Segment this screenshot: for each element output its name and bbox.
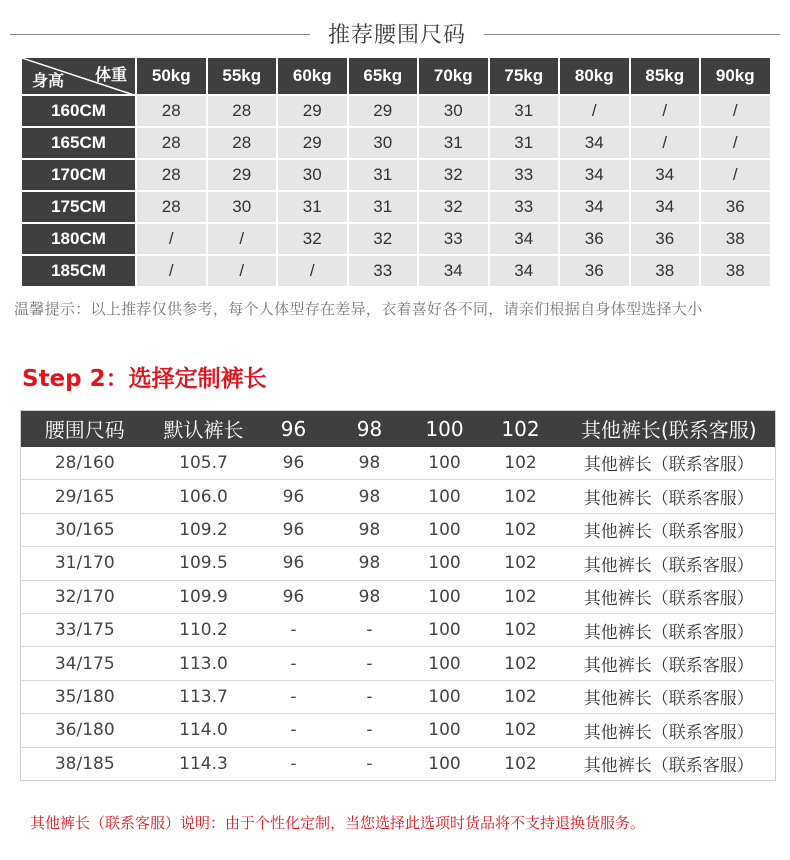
size-chart-row bbox=[21, 127, 771, 159]
length-cell: 其他裤长（联系客服） bbox=[563, 714, 776, 747]
waist-size-cell: 28 bbox=[136, 127, 207, 159]
length-cell: 32/170 bbox=[21, 580, 149, 613]
weight-header: 85kg bbox=[630, 57, 701, 95]
length-table-row bbox=[21, 613, 776, 646]
waist-size-cell: 31 bbox=[418, 127, 489, 159]
waist-size-cell: 36 bbox=[559, 223, 630, 255]
length-cell: 其他裤长（联系客服） bbox=[563, 680, 776, 713]
waist-size-cell: 30 bbox=[277, 159, 348, 191]
length-cell: 100 bbox=[411, 613, 479, 646]
length-cell: 102 bbox=[504, 753, 537, 774]
length-cell: 100 bbox=[411, 480, 479, 513]
length-cell: 34/175 bbox=[21, 647, 149, 680]
waist-size-cell: 33 bbox=[489, 191, 560, 223]
size-chart-row bbox=[21, 191, 771, 223]
length-cell: 100 bbox=[411, 547, 479, 580]
waist-size-cell: / bbox=[700, 95, 771, 127]
title-divider-right bbox=[484, 34, 780, 35]
waist-size-cell: 33 bbox=[489, 159, 560, 191]
waist-size-cell: / bbox=[700, 127, 771, 159]
weight-header: 90kg bbox=[700, 57, 771, 95]
length-table-header: 100 bbox=[411, 411, 479, 447]
length-cell: 105.7 bbox=[149, 447, 259, 480]
waist-size-cell: 30 bbox=[348, 127, 419, 159]
waist-size-cell: 34 bbox=[418, 255, 489, 287]
waist-size-cell: 32 bbox=[277, 223, 348, 255]
waist-size-chart bbox=[20, 56, 772, 288]
length-cell: 33/175 bbox=[21, 613, 149, 646]
length-table-header-row bbox=[21, 411, 776, 447]
size-chart-corner bbox=[21, 57, 136, 95]
length-cell: 109.9 bbox=[149, 580, 259, 613]
length-cell: 其他裤长（联系客服） bbox=[563, 547, 776, 580]
length-table-row bbox=[21, 747, 776, 780]
length-cell: 其他裤长（联系客服） bbox=[583, 756, 754, 777]
length-cell: 100 bbox=[411, 647, 479, 680]
waist-size-cell: 28 bbox=[136, 159, 207, 191]
length-table-header: 默认裤长 bbox=[149, 411, 259, 447]
corner-height-label: 身高 bbox=[32, 73, 65, 90]
length-cell: 其他裤长（联系客服） bbox=[563, 480, 776, 513]
waist-size-cell: 30 bbox=[418, 95, 489, 127]
waist-size-cell: / bbox=[630, 95, 701, 127]
length-cell: 113.0 bbox=[149, 647, 259, 680]
length-cell: - bbox=[290, 753, 297, 774]
length-cell: 102 bbox=[479, 580, 563, 613]
length-cell: - bbox=[259, 613, 329, 646]
length-cell: 98 bbox=[329, 513, 411, 546]
length-cell: 其他裤长（联系客服） bbox=[563, 513, 776, 546]
waist-size-cell: 31 bbox=[277, 191, 348, 223]
waist-size-cell: 38 bbox=[630, 255, 701, 287]
step2-title: Step 2：选择定制裤长 bbox=[22, 366, 267, 392]
waist-size-cell: 34 bbox=[559, 191, 630, 223]
length-table-row bbox=[21, 580, 776, 613]
length-cell: 100 bbox=[411, 714, 479, 747]
length-cell: 96 bbox=[259, 480, 329, 513]
height-row-header: 165CM bbox=[21, 127, 136, 159]
corner-weight-label: 体重 bbox=[94, 67, 127, 84]
title-divider-left bbox=[10, 34, 310, 35]
waist-size-cell: / bbox=[700, 159, 771, 191]
length-cell: 100 bbox=[411, 513, 479, 546]
length-table-header: 102 bbox=[479, 411, 563, 447]
waist-size-cell: 31 bbox=[489, 95, 560, 127]
custom-length-disclaimer: 其他裤长（联系客服）说明：由于个性化定制，当您选择此选项时货品将不支持退换货服务。 bbox=[30, 814, 646, 832]
weight-header: 55kg bbox=[207, 57, 278, 95]
length-cell: - bbox=[329, 613, 411, 646]
waist-size-cell: 38 bbox=[700, 255, 771, 287]
waist-size-cell: 32 bbox=[418, 191, 489, 223]
weight-header: 60kg bbox=[277, 57, 348, 95]
waist-size-cell: 36 bbox=[700, 191, 771, 223]
waist-size-cell: / bbox=[207, 223, 278, 255]
length-table-row bbox=[21, 680, 776, 713]
waist-size-cell: / bbox=[207, 255, 278, 287]
waist-size-cell: 33 bbox=[348, 255, 419, 287]
length-cell: 30/165 bbox=[21, 513, 149, 546]
length-cell: 96 bbox=[259, 547, 329, 580]
size-chart-header-row bbox=[21, 57, 771, 95]
height-row-header: 170CM bbox=[21, 159, 136, 191]
length-cell: 29/165 bbox=[21, 480, 149, 513]
height-row-header: 160CM bbox=[21, 95, 136, 127]
length-cell: 114.3 bbox=[179, 753, 228, 774]
length-cell: - bbox=[259, 647, 329, 680]
length-table-header: 腰围尺码 bbox=[21, 411, 149, 447]
size-chart-tip: 温馨提示：以上推荐仅供参考，每个人体型存在差异，衣着喜好各不同，请亲们根据自身体型选择大小 bbox=[14, 300, 703, 318]
length-table-body bbox=[21, 447, 776, 781]
height-row-header: 175CM bbox=[21, 191, 136, 223]
length-table-row bbox=[21, 513, 776, 546]
length-cell: 96 bbox=[259, 513, 329, 546]
length-cell: 31/170 bbox=[21, 547, 149, 580]
waist-size-cell: 31 bbox=[489, 127, 560, 159]
weight-header: 75kg bbox=[489, 57, 560, 95]
length-cell: 102 bbox=[479, 480, 563, 513]
waist-size-cell: 36 bbox=[559, 255, 630, 287]
length-table-row bbox=[21, 547, 776, 580]
weight-header: 65kg bbox=[348, 57, 419, 95]
length-cell: 96 bbox=[259, 447, 329, 480]
weight-header: 50kg bbox=[136, 57, 207, 95]
length-cell: 102 bbox=[479, 613, 563, 646]
waist-size-cell: 34 bbox=[559, 159, 630, 191]
size-chart-row bbox=[21, 95, 771, 127]
size-chart-title-row bbox=[0, 14, 790, 54]
length-cell: 其他裤长（联系客服） bbox=[563, 447, 776, 480]
waist-size-cell: 28 bbox=[207, 127, 278, 159]
waist-size-cell: 34 bbox=[630, 159, 701, 191]
length-cell: 106.0 bbox=[149, 480, 259, 513]
length-cell: 100 bbox=[411, 447, 479, 480]
size-chart-row bbox=[21, 223, 771, 255]
length-cell: 110.2 bbox=[149, 613, 259, 646]
length-cell: 96 bbox=[259, 580, 329, 613]
length-cell: 35/180 bbox=[21, 680, 149, 713]
length-cell: - bbox=[366, 753, 373, 774]
length-cell: 36/180 bbox=[21, 714, 149, 747]
length-cell: 38/185 bbox=[54, 753, 115, 774]
length-cell: 109.5 bbox=[149, 547, 259, 580]
waist-size-cell: 32 bbox=[418, 159, 489, 191]
waist-size-cell: 29 bbox=[348, 95, 419, 127]
waist-size-cell: 29 bbox=[277, 95, 348, 127]
length-table-row bbox=[21, 714, 776, 747]
length-cell: 98 bbox=[329, 547, 411, 580]
length-table-header: 96 bbox=[259, 411, 329, 447]
length-cell: 98 bbox=[329, 480, 411, 513]
length-table-header: 其他裤长(联系客服) bbox=[563, 411, 776, 447]
length-table-row bbox=[21, 447, 776, 480]
waist-size-cell: 33 bbox=[418, 223, 489, 255]
waist-size-cell: 34 bbox=[559, 127, 630, 159]
length-cell: 113.7 bbox=[149, 680, 259, 713]
waist-size-cell: 38 bbox=[700, 223, 771, 255]
waist-size-cell: 34 bbox=[630, 191, 701, 223]
length-cell: 100 bbox=[411, 680, 479, 713]
length-cell: 102 bbox=[479, 680, 563, 713]
length-cell: - bbox=[259, 714, 329, 747]
length-cell: 100 bbox=[428, 753, 461, 774]
length-cell: - bbox=[329, 647, 411, 680]
waist-size-cell: 28 bbox=[207, 95, 278, 127]
length-cell: 其他裤长（联系客服） bbox=[563, 613, 776, 646]
weight-header: 80kg bbox=[559, 57, 630, 95]
length-cell: - bbox=[329, 680, 411, 713]
waist-size-cell: 31 bbox=[348, 159, 419, 191]
length-cell: - bbox=[259, 680, 329, 713]
length-cell: 28/160 bbox=[21, 447, 149, 480]
length-cell: 114.0 bbox=[149, 714, 259, 747]
length-cell: 102 bbox=[479, 714, 563, 747]
waist-size-cell: 34 bbox=[489, 255, 560, 287]
length-cell: 100 bbox=[411, 580, 479, 613]
length-cell: - bbox=[329, 714, 411, 747]
size-chart-row bbox=[21, 255, 771, 287]
waist-size-cell: / bbox=[136, 223, 207, 255]
waist-size-cell: 34 bbox=[489, 223, 560, 255]
waist-size-cell: 28 bbox=[136, 191, 207, 223]
waist-size-cell: 31 bbox=[348, 191, 419, 223]
waist-size-cell: 29 bbox=[277, 127, 348, 159]
size-chart-body bbox=[21, 95, 771, 287]
length-table-row bbox=[21, 647, 776, 680]
waist-size-cell: 32 bbox=[348, 223, 419, 255]
length-cell: 102 bbox=[479, 547, 563, 580]
waist-size-cell: 29 bbox=[207, 159, 278, 191]
height-row-header: 185CM bbox=[21, 255, 136, 287]
length-table-row bbox=[21, 480, 776, 513]
waist-size-cell: / bbox=[630, 127, 701, 159]
waist-size-cell: 28 bbox=[136, 95, 207, 127]
length-cell: 其他裤长（联系客服） bbox=[563, 580, 776, 613]
waist-size-cell: / bbox=[559, 95, 630, 127]
length-cell: 109.2 bbox=[149, 513, 259, 546]
length-cell: 98 bbox=[329, 580, 411, 613]
length-cell: 102 bbox=[479, 447, 563, 480]
length-cell: 102 bbox=[479, 513, 563, 546]
size-chart-row bbox=[21, 159, 771, 191]
waist-size-cell: 36 bbox=[630, 223, 701, 255]
length-cell: 102 bbox=[479, 647, 563, 680]
height-row-header: 180CM bbox=[21, 223, 136, 255]
length-cell: 98 bbox=[329, 447, 411, 480]
size-chart-title: 推荐腰围尺码 bbox=[327, 23, 466, 48]
length-cell: 其他裤长（联系客服） bbox=[563, 647, 776, 680]
length-table-header: 98 bbox=[329, 411, 411, 447]
waist-size-cell: / bbox=[136, 255, 207, 287]
weight-header: 70kg bbox=[418, 57, 489, 95]
pant-length-table bbox=[20, 410, 776, 781]
waist-size-cell: 30 bbox=[207, 191, 278, 223]
waist-size-cell: / bbox=[277, 255, 348, 287]
